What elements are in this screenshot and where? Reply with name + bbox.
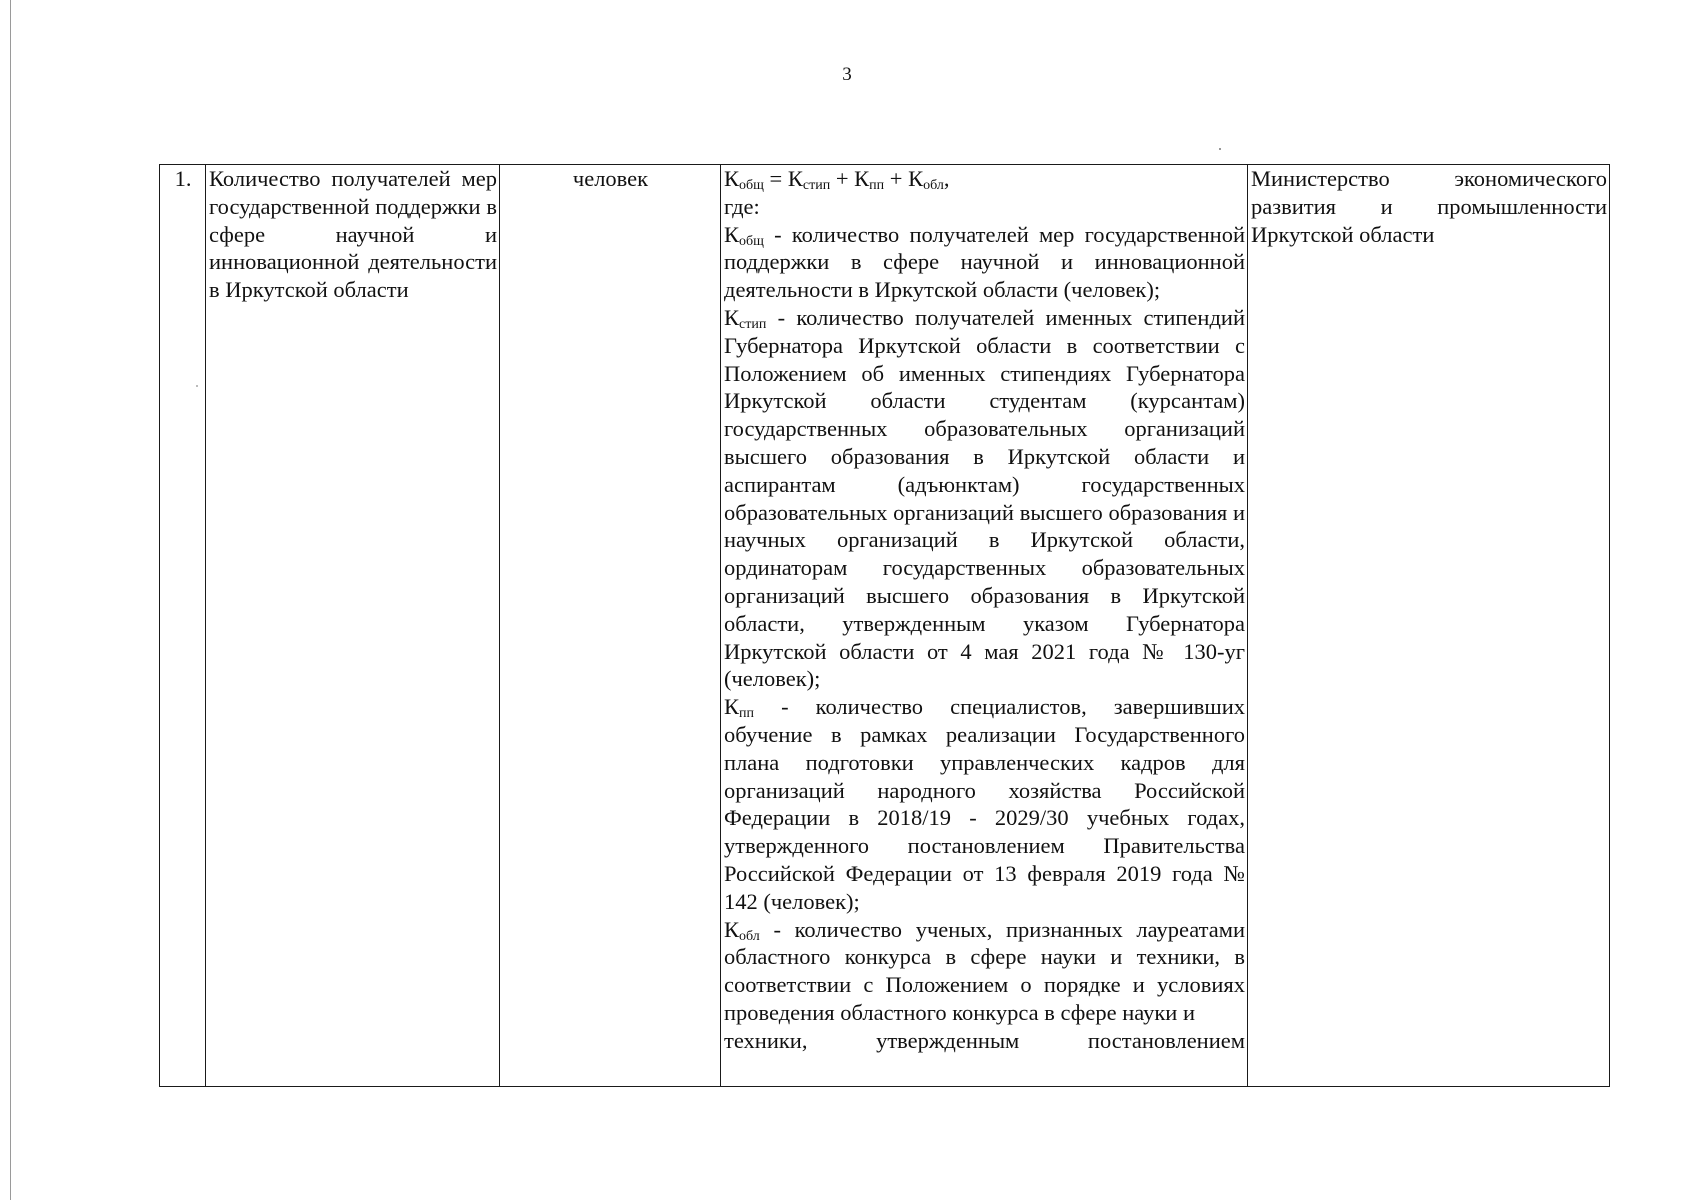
unit-of-measure: человек <box>572 166 649 191</box>
responsible-body: Министерство экономического развития и промышленности Иркутской области <box>1251 166 1607 247</box>
formula-cell <box>721 165 1248 1087</box>
formula-where: где: <box>724 193 760 219</box>
definition-k-regional: $К_{обл}$ - количество ученых, признанных лауреатами областного конкурса в сфере науки и техники, в соответствии с Положением о порядке и условиях проведения областного конкурса в сфере науки и <box>724 916 1245 1025</box>
formula: $К_{общ} = К_{стип} + К_{пп} + К_{обл}$, <box>724 166 950 193</box>
table-row <box>160 165 1610 1087</box>
indicator-table <box>159 164 1610 1087</box>
scan-speck <box>1219 148 1221 150</box>
row-index: 1. <box>160 165 206 1087</box>
definition-continued-line: техники, утвержденным постановлением <box>724 1027 1245 1053</box>
indicator-name-cell <box>206 165 500 1087</box>
definition-k-presidential-program: $К_{пп}$ - количество специалистов, завершивших обучение в рамках реализации Государственного плана подготовки управленческих кадров для организаций народного хозяйства Российской Федерации в 2018/19 - 2029/30 учебных годах, утвержденного постановлением Правительства Российской Федерации от 13 февраля 2019 года № 142 (человек); <box>724 694 1245 914</box>
responsible-cell <box>1248 165 1610 1087</box>
definition-k-total: $К_{общ}$ - количество получателей мер государственной поддержки в сфере научной и инновационной деятельности в Иркутской области (человек); <box>724 221 1245 303</box>
unit-cell <box>500 165 721 1087</box>
page-number: 3 <box>842 64 852 85</box>
page-edge-line <box>10 0 11 1200</box>
indicator-name: Количество получателей мер государственной поддержки в сфере научной и инновационной деятельности в Иркутской области <box>209 166 497 303</box>
definition-k-stipend: $К_{стип}$ - количество получателей именных стипендий Губернатора Иркутской области в соответствии с Положением об именных стипендиях Губернатора Иркутской области студентам (курсантам) государственных образовательных организаций высшего образования в Иркутской области и аспирантам (адъюнктам) государственных образовательных организаций высшего образования и научных организаций в Иркутской области, ординаторам государственных образовательных организаций высшего образования в Иркутской области, утвержденным указом Губернатора Иркутской области от 4 мая 2021 года № 130-уг (человек); <box>724 304 1245 692</box>
